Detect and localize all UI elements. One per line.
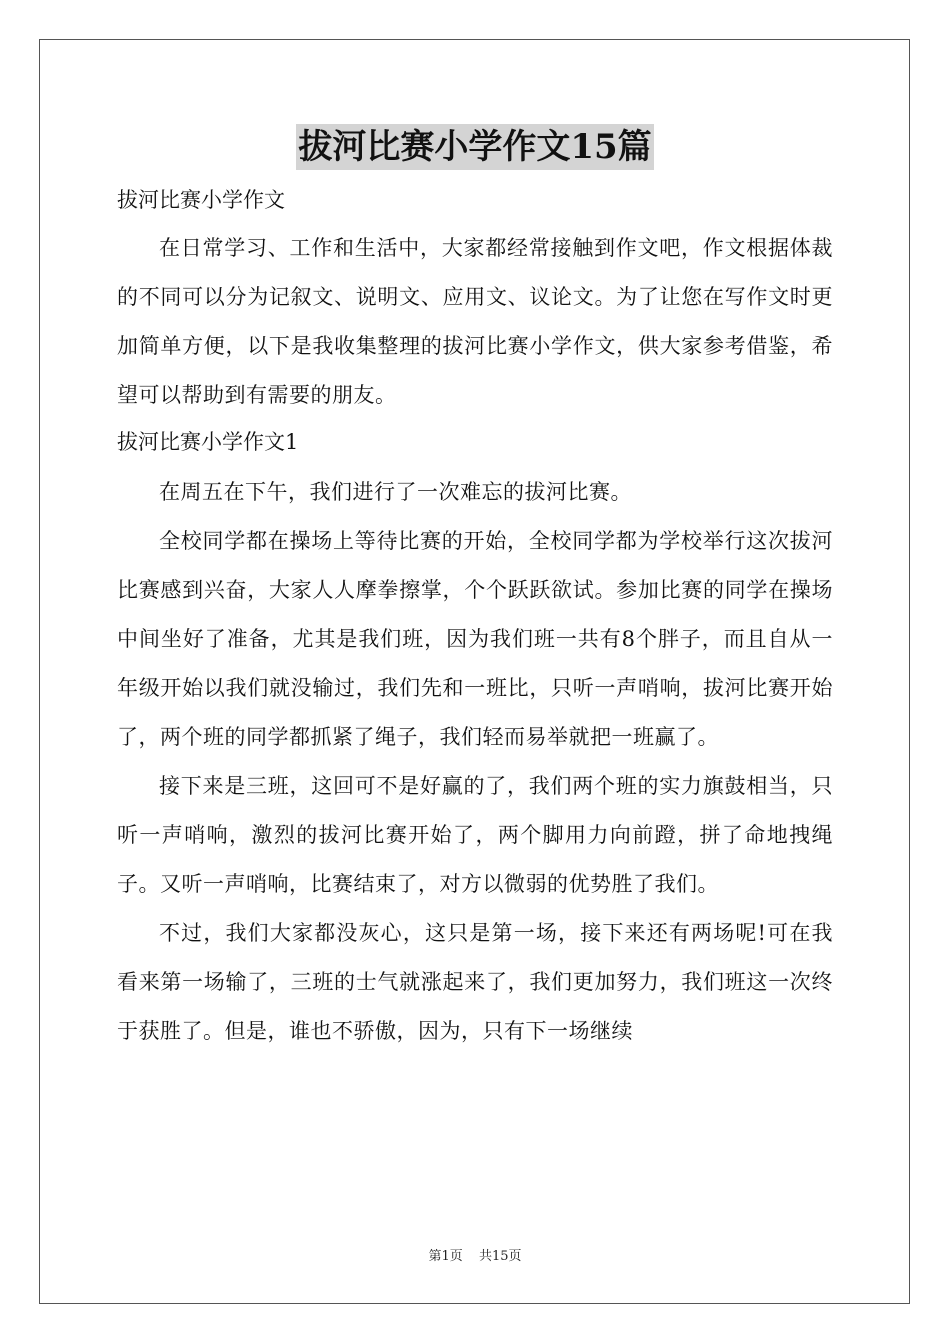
page-number: 第1页 — [428, 1249, 463, 1264]
title-wrap — [0, 124, 950, 170]
body-paragraph: 不过，我们大家都没灰心，这只是第一场，接下来还有两场呢!可在我看来第一场输了，三班的士气就涨起来了，我们更加努力，我们班这一次终于获胜了。但是，谁也不骄傲，因为，只有下一场继续 — [117, 921, 833, 1043]
document-subtitle: 拔河比赛小学作文 — [117, 188, 285, 212]
document-body — [117, 180, 833, 1056]
body-paragraph: 接下来是三班，这回可不是好赢的了，我们两个班的实力旗鼓相当，只听一声哨响，激烈的拔河比赛开始了，两个脚用力向前蹬，拼了命地拽绳子。又听一声哨响，比赛结束了，对方以微弱的优势胜了我们。 — [117, 774, 833, 896]
section-heading: 拔河比赛小学作文1 — [117, 430, 299, 454]
page-total: 共15页 — [478, 1249, 522, 1264]
document-title: 拔河比赛小学作文15篇 — [296, 124, 653, 170]
body-paragraph: 在周五在下午，我们进行了一次难忘的拔河比赛。 — [159, 480, 632, 504]
body-paragraph: 全校同学都在操场上等待比赛的开始，全校同学都为学校举行这次拔河比赛感到兴奋，大家人人摩拳擦掌，个个跃跃欲试。参加比赛的同学在操场中间坐好了准备，尤其是我们班，因为我们班一共有8个胖子，而且自从一年级开始以我们就没输过，我们先和一班比，只听一声哨响，拔河比赛开始了，两个班的同学都抓紧了绳子，我们轻而易举就把一班赢了。 — [117, 529, 833, 749]
intro-paragraph: 在日常学习、工作和生活中，大家都经常接触到作文吧，作文根据体裁的不同可以分为记叙文、说明文、应用文、议论文。为了让您在写作文时更加简单方便，以下是我收集整理的拔河比赛小学作文，供大家参考借鉴，希望可以帮助到有需要的朋友。 — [117, 236, 833, 407]
page-footer — [0, 1245, 950, 1264]
